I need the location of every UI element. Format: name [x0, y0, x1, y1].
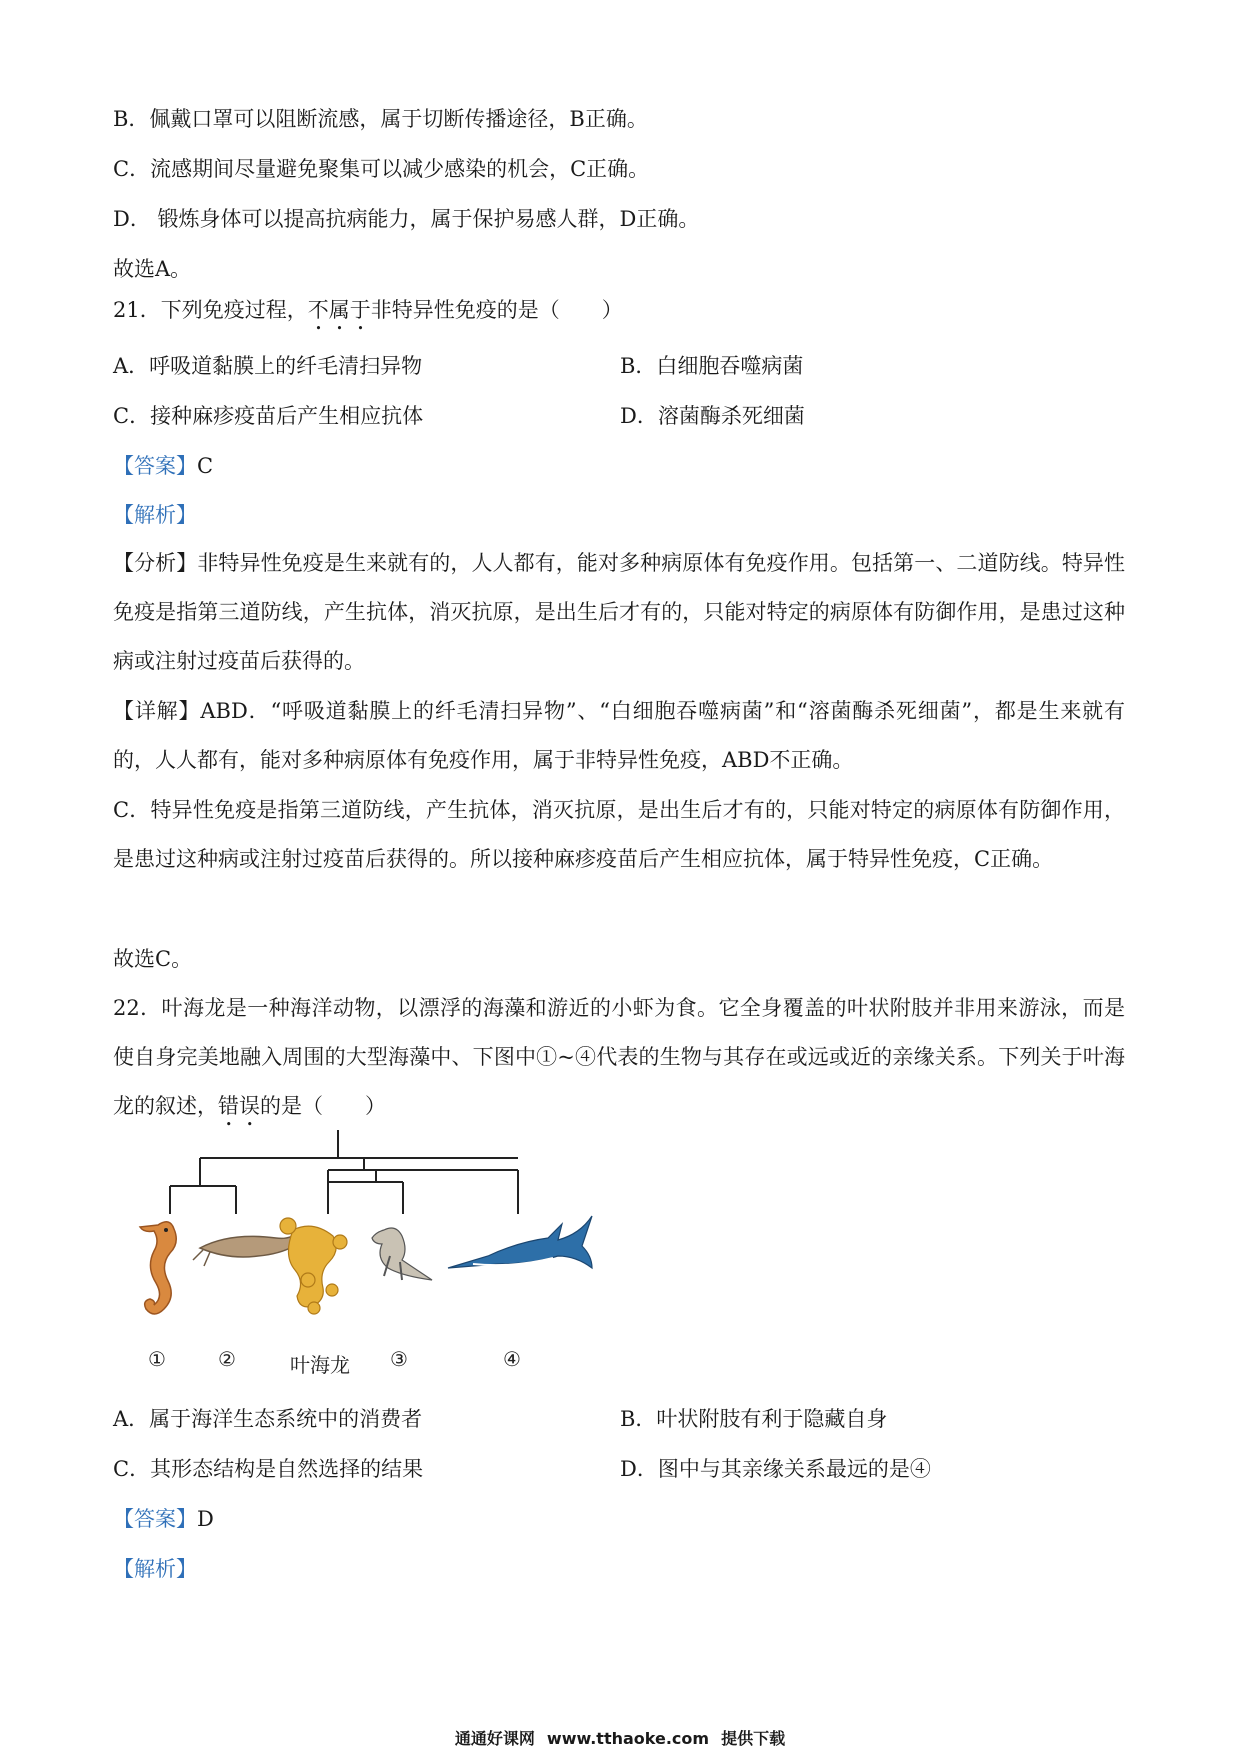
prev-option-b: B．佩戴口罩可以阻断流感，属于切断传播途径，B正确。: [113, 107, 648, 131]
q21-jiexi-tag: 【解析】: [113, 503, 197, 527]
q22-stem: [113, 984, 1125, 1131]
q21-analysis-tag: 【分析】: [113, 551, 198, 575]
q22-stem-post: 的是（ ）: [260, 1094, 386, 1118]
seahorse-icon: [140, 1222, 176, 1314]
q21-stem-emphasis: 不属于: [307, 298, 371, 322]
q22-answer-value: D: [197, 1507, 214, 1531]
q21-stem-pre: 21．下列免疫过程，: [113, 298, 308, 322]
q21-detail-2: C．特异性免疫是指第三道防线，产生抗体，消灭抗原，是出生后才有的，只能对特定的病原体有防御作用，是患过这种病或注射过疫苗后获得的。所以接种麻疹疫苗后产生相应抗体，属于特异性免疫，C正确。: [113, 798, 1125, 871]
tree-lines: [170, 1130, 518, 1214]
leafy-seadragon-icon: [280, 1218, 347, 1314]
q21-stem-post: 非特异性免疫的是（ ）: [370, 298, 623, 322]
q21-detail-1: [113, 687, 1125, 785]
q22-answer: [113, 1504, 214, 1534]
q21-jiexi: [113, 500, 197, 530]
q22-jiexi: [113, 1554, 197, 1584]
q21-option-a: A．呼吸道黏膜上的纤毛清扫异物: [113, 354, 423, 378]
figure-label-2: ②: [218, 1349, 236, 1371]
q21-answer-tag: 【答案】: [113, 454, 197, 478]
q22-answer-tag: 【答案】: [113, 1507, 197, 1531]
q21-option-b: B．白细胞吞噬病菌: [620, 354, 804, 378]
q22-stem-emphasis: 错误: [218, 1094, 260, 1118]
footer-suffix: 提供下载: [721, 1729, 786, 1748]
page-footer: [0, 1726, 1240, 1749]
q22-stem-main: 22．叶海龙是一种海洋动物，以漂浮的海藻和游近的小虾为食。它全身覆盖的叶状附肢并非用来游泳，而是使自身完美地融入周围的大型海藻中、下图中①~④代表的生物与其存在或远或近的亲缘关系。下列关于叶海龙的叙述，: [113, 996, 1125, 1118]
q21-option-d: D．溶菌酶杀死细菌: [620, 404, 805, 428]
swordfish-icon: [448, 1216, 592, 1268]
q22-option-b: B．叶状附肢有利于隐藏自身: [620, 1407, 888, 1431]
figure-label-3: ③: [390, 1349, 408, 1371]
prev-option-c: C．流感期间尽量避免聚集可以减少感染的机会，C正确。: [113, 157, 650, 181]
q22-option-c: C．其形态结构是自然选择的结果: [113, 1457, 424, 1481]
q21-answer: [113, 451, 213, 481]
mantis-shrimp-icon: [193, 1232, 298, 1266]
prev-conclusion: 故选A。: [113, 257, 192, 281]
q21-detail-text: ABD．“呼吸道黏膜上的纤毛清扫异物”、“白细胞吞噬病菌”和“溶菌酶杀死细菌”，都是生来就有的，人人都有，能对多种病原体有免疫作用，属于非特异性免疫，ABD不正确。: [113, 699, 1125, 772]
prev-option-d: D． 锻炼身体可以提高抗病能力，属于保护易感人群，D正确。: [113, 207, 700, 231]
footer-url[interactable]: www.tthaoke.com: [546, 1729, 710, 1748]
q22-option-a: A．属于海洋生态系统中的消费者: [113, 1407, 423, 1431]
q22-jiexi-tag: 【解析】: [113, 1557, 197, 1581]
figure-label-4: ④: [503, 1349, 521, 1371]
q21-option-c: C．接种麻疹疫苗后产生相应抗体: [113, 404, 424, 428]
figure-label-1: ①: [148, 1349, 166, 1371]
q21-stem: [113, 295, 623, 335]
phylogeny-figure: [118, 1130, 658, 1390]
q21-conclusion: 故选C。: [113, 947, 193, 971]
q21-answer-value: C: [197, 454, 214, 478]
q22-option-d: D．图中与其亲缘关系最远的是④: [620, 1457, 931, 1481]
dinosaur-bird-icon: [372, 1228, 432, 1280]
figure-label-leafy-seadragon: 叶海龙: [290, 1355, 350, 1377]
q21-detail-tag: 【详解】: [113, 699, 201, 723]
q21-analysis-text: 非特异性免疫是生来就有的，人人都有，能对多种病原体有免疫作用。包括第一、二道防线。特异性免疫是指第三道防线，产生抗体，消灭抗原，是出生后才有的，只能对特定的病原体有防御作用，是患过这种病或注射过疫苗后获得的。: [113, 551, 1125, 673]
q21-analysis: [113, 539, 1125, 686]
footer-site-name: 通通好课网: [454, 1729, 535, 1748]
